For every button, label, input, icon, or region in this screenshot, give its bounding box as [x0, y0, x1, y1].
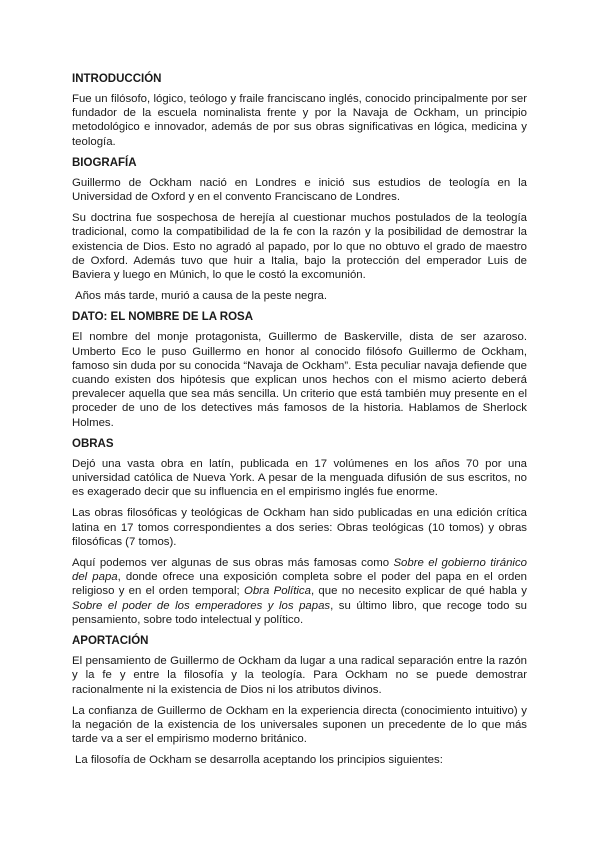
- work-title: Sobre el poder de los emperadores y los papas: [72, 599, 331, 612]
- paragraph: El nombre del monje protagonista, Guillermo de Baskerville, dista de ser azaroso. Umberto Eco le puso Guillermo en honor al conocido filósofo Guillermo de Ockham, famoso sin duda por su conocida “Navaja de Ockham”. Esta peculiar navaja defiende que cuando existen dos hipótesis que explican unos hechos con el mismo acierto deberá prevalecer aquella que sea más sencilla. Un criterio que está también muy presente en el proceder de uno de los detectives más famosos de la historia. Hablamos de Sherlock Holmes.: [72, 331, 527, 429]
- section-obras: [72, 437, 527, 627]
- paragraph: Guillermo de Ockham nació en Londres e inició sus estudios de teología en la Universidad de Oxford y en el convento Franciscano de Londres.: [72, 176, 527, 204]
- paragraph: El pensamiento de Guillermo de Ockham da lugar a una radical separación entre la razón y la fe y entre la filosofía y la teología. Para Ockham no se puede demostrar racionalmente ni la existencia de Dios ni los atributos divinos.: [72, 655, 527, 696]
- section-introduccion: [72, 72, 527, 149]
- paragraph: La confianza de Guillermo de Ockham en la experiencia directa (conocimiento intuitivo) y la negación de la existencia de los universales suponen un precedente de lo que más tarde va a ser el empirismo moderno británico.: [72, 704, 527, 746]
- section-heading: INTRODUCCIÓN: [72, 73, 162, 85]
- works-paragraph: [72, 556, 527, 627]
- section-heading: BIOGRAFÍA: [72, 156, 137, 169]
- work-title: Sobre el gobierno tiránico del papa: [72, 557, 527, 584]
- works-text: , donde ofrece una exposición completa sobre el poder del papa en el orden religioso y en el orden temporal;: [72, 571, 527, 598]
- section-aportacion: [72, 634, 527, 767]
- paragraph: La filosofía de Ockham se desarrolla aceptando los principios siguientes:: [75, 754, 443, 767]
- paragraph: Años más tarde, murió a causa de la peste negra.: [75, 290, 328, 303]
- section-heading: DATO: EL NOMBRE DE LA ROSA: [72, 311, 254, 324]
- paragraph: Dejó una vasta obra en latín, publicada en 17 volúmenes en los años 70 por una universidad católica de Nueva York. A pesar de la menguada difusión de sus escritos, no es exagerado decir que su influencia en el empirismo inglés fue enorme.: [72, 457, 527, 499]
- document-page: [72, 72, 527, 775]
- paragraph: Su doctrina fue sospechosa de herejía al cuestionar muchos postulados de la teología tradicional, como la compatibilidad de la fe con la razón y la posibilidad de demostrar la existencia de Dios. Esto no agradó al papado, por lo que no obtuvo el grado de maestro de Oxford. Además tuvo que huir a Italia, bajo la protección del emperador Luis de Baviera y luego en Múnich, lo que le costó la excomunión.: [72, 212, 527, 282]
- paragraph: Fue un filósofo, lógico, teólogo y fraile franciscano inglés, conocido principalmente por ser fundador de la escuela nominalista frente y por la Navaja de Ockham, un principio metodológico e innovador, además de por sus obras significativas en lógica, medicina y teología.: [72, 93, 527, 148]
- works-text: , que no necesito explicar de qué habla y: [310, 585, 527, 598]
- works-text: , su último libro, que recoge todo su pensamiento, sobre todo intelectual y político.: [72, 599, 527, 626]
- section-heading: OBRAS: [72, 437, 114, 450]
- section-biografia: [72, 156, 527, 304]
- section-heading: APORTACIÓN: [72, 635, 149, 648]
- works-text: Aquí podemos ver algunas de sus obras más famosas como: [72, 557, 394, 570]
- paragraph: Las obras filosóficas y teológicas de Ockham han sido publicadas en una edición crítica latina en 17 tomos correspondientes a dos series: Obras teológicas (10 tomos) y obras filosóficas (7 tomos).: [72, 507, 527, 548]
- work-title: Obra Política: [243, 585, 311, 598]
- section-dato: [72, 310, 527, 429]
